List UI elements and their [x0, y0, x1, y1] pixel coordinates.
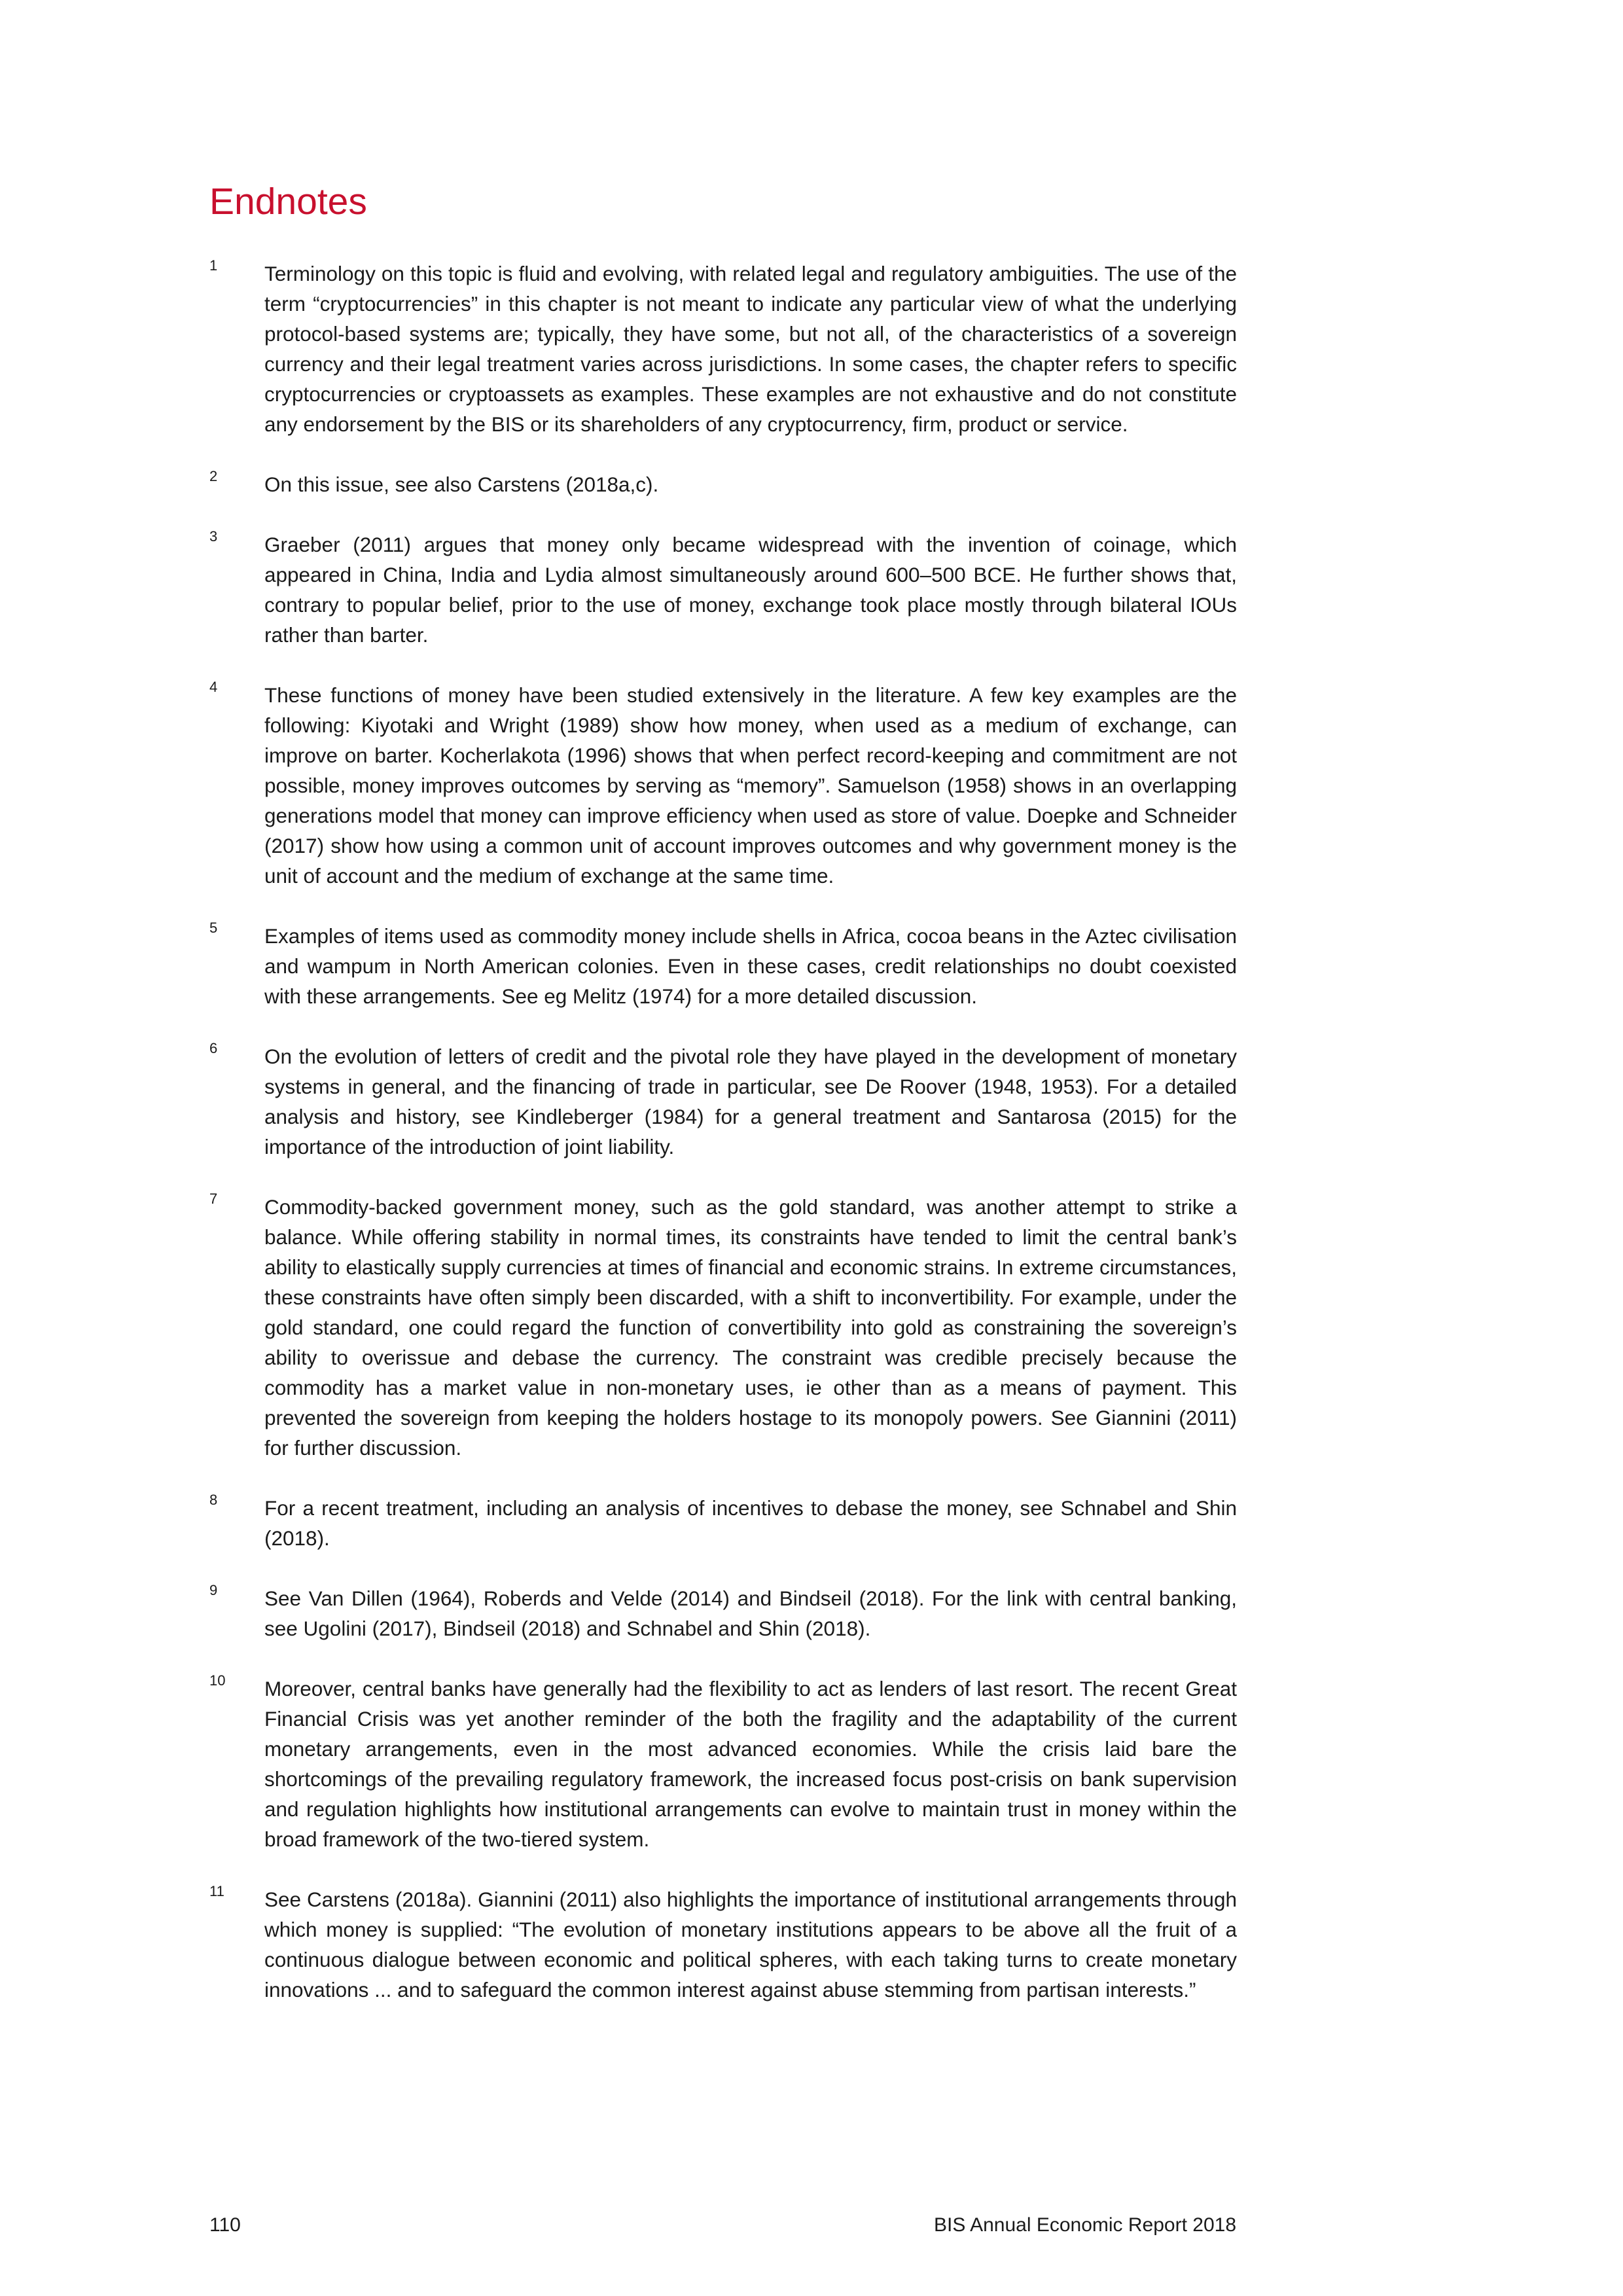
page-number: 110 [209, 2214, 241, 2236]
endnote-text: For a recent treatment, including an analysis of incentives to debase the money, see Schnabel and Shin (2018). [264, 1496, 1237, 1550]
endnote-10 [209, 1674, 1237, 1854]
endnote-number: 10 [209, 1672, 226, 1689]
endnote-2 [209, 469, 1237, 499]
endnote-6 [209, 1041, 1237, 1162]
endnote-9 [209, 1583, 1237, 1643]
page-title: Endnotes [209, 181, 367, 223]
endnote-number: 5 [209, 920, 218, 936]
endnote-text: See Carstens (2018a). Giannini (2011) also highlights the importance of institutional arrangements through which money is supplied: “The evolution of monetary institutions appears to be above all the fruit of a continuous dialogue between economic and political spheres, with each taking turns to create monetary innovations ... and to safeguard the common interest against abuse stemming from partisan interests.” [264, 1888, 1237, 2001]
endnote-text: Terminology on this topic is fluid and evolving, with related legal and regulatory ambiguities. The use of the term “cryptocurrencies” in this chapter is not meant to indicate any particular view of what the underlying protocol-based systems are; typically, they have some, but not all, of the characteristics of a sovereign currency and their legal treatment varies across jurisdictions. In some cases, the chapter refers to specific cryptocurrencies or cryptoassets as examples. These examples are not exhaustive and do not constitute any endorsement by the BIS or its shareholders of any cryptocurrency, firm, product or service. [264, 262, 1237, 436]
endnote-number: 2 [209, 468, 218, 484]
endnote-number: 1 [209, 257, 218, 274]
endnote-7 [209, 1192, 1237, 1463]
endnotes-list [209, 259, 1237, 2035]
endnote-text: Commodity-backed government money, such as the gold standard, was another attempt to strike a balance. While offering stability in normal times, its constraints have tended to limit the central bank’s ability to elastically supply currencies at times of financial and economic strains. In extreme circumstances, these constraints have often simply been discarded, with a shift to inconvertibility. For example, under the gold standard, one could regard the function of convertibility into gold as constraining the sovereign’s ability to overissue and debase the currency. The constraint was credible precisely because the commodity has a market value in non-monetary uses, ie other than as a means of payment. This prevented the sovereign from keeping the holders hostage to its monopoly powers. See Giannini (2011) for further discussion. [264, 1195, 1237, 1460]
endnote-text: On the evolution of letters of credit and the pivotal role they have played in the development of monetary systems in general, and the financing of trade in particular, see De Roover (1948, 1953). For a detailed analysis and history, see Kindleberger (1984) for a general treatment and Santarosa (2015) for the importance of the introduction of joint liability. [264, 1045, 1237, 1158]
endnote-3 [209, 529, 1237, 650]
endnote-5 [209, 921, 1237, 1011]
endnote-number: 8 [209, 1492, 218, 1508]
endnote-text: These functions of money have been studied extensively in the literature. A few key examples are the following: Kiyotaki and Wright (1989) show how money, when used as a medium of exchange, can improve on barter. Kocherlakota (1996) shows that when perfect record-keeping and commitment are not possible, money improves outcomes by serving as “memory”. Samuelson (1958) shows in an overlapping generations model that money can improve efficiency when used as store of value. Doepke and Schneider (2017) show how using a common unit of account improves outcomes and why government money is the unit of account and the medium of exchange at the same time. [264, 683, 1237, 888]
endnote-number: 11 [209, 1883, 224, 1899]
endnote-text: On this issue, see also Carstens (2018a,c). [264, 473, 659, 496]
endnote-number: 3 [209, 528, 218, 545]
endnote-number: 4 [209, 679, 218, 695]
endnote-number: 9 [209, 1582, 218, 1598]
endnote-text: Graeber (2011) argues that money only became widespread with the invention of coinage, which appeared in China, India and Lydia almost simultaneously around 600–500 BCE. He further shows that, contrary to popular belief, prior to the use of money, exchange took place mostly through bilateral IOUs rather than barter. [264, 533, 1237, 647]
endnote-number: 6 [209, 1040, 218, 1056]
endnote-4 [209, 680, 1237, 891]
endnote-8 [209, 1493, 1237, 1553]
endnote-text: Moreover, central banks have generally had the flexibility to act as lenders of last resort. The recent Great Financial Crisis was yet another reminder of the both the fragility and the adaptability of the current monetary arrangements, even in the most advanced economies. While the crisis laid bare the shortcomings of the prevailing regulatory framework, the increased focus post-crisis on bank supervision and regulation highlights how institutional arrangements can evolve to maintain trust in money within the broad framework of the two-tiered system. [264, 1677, 1237, 1851]
endnote-number: 7 [209, 1191, 218, 1207]
publication-title: BIS Annual Economic Report 2018 [934, 2214, 1236, 2236]
endnote-1 [209, 259, 1237, 439]
endnote-11 [209, 1884, 1237, 2005]
endnote-text: Examples of items used as commodity money include shells in Africa, cocoa beans in the Aztec civilisation and wampum in North American colonies. Even in these cases, credit relationships no doubt coexisted with these arrangements. See eg Melitz (1974) for a more detailed discussion. [264, 924, 1237, 1008]
endnote-text: See Van Dillen (1964), Roberds and Velde (2014) and Bindseil (2018). For the link with central banking, see Ugolini (2017), Bindseil (2018) and Schnabel and Shin (2018). [264, 1587, 1237, 1640]
